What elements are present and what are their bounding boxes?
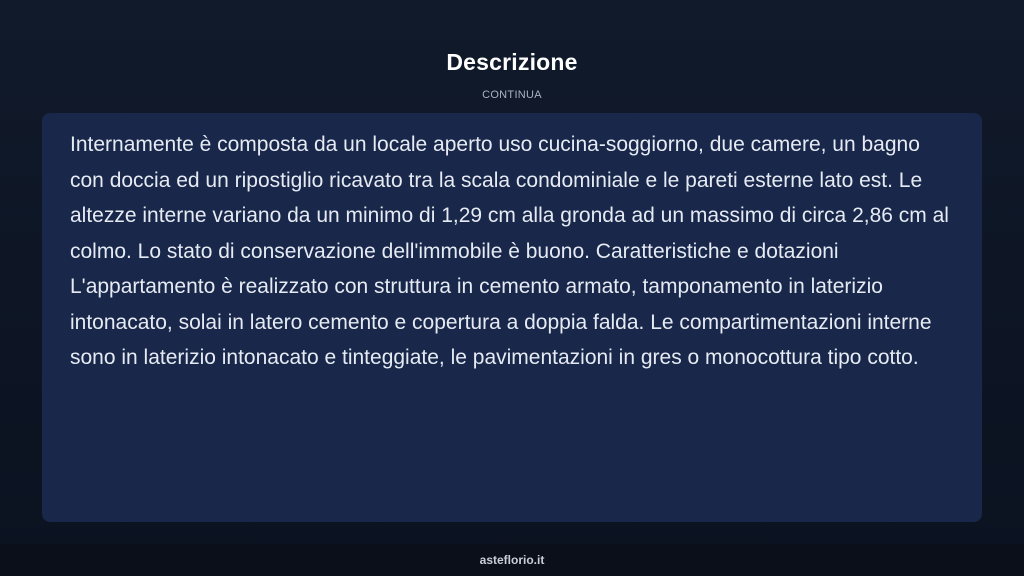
- description-card: [42, 113, 982, 522]
- page-subtitle: CONTINUA: [482, 89, 542, 101]
- footer-bar: [0, 544, 1024, 576]
- description-text: Internamente è composta da un locale aperto uso cucina-soggiorno, due camere, un bagno con doccia ed un ripostiglio ricavato tra la scala condominiale e le pareti esterne lato est. Le altezze interne variano da un minimo di 1,29 cm alla gronda ad un massimo di circa 2,86 cm al colmo. Lo stato di conservazione dell'immobile è buono. Caratteristiche e dotazioni L'appartamento è realizzato con struttura in cemento armato, tamponamento in laterizio intonacato, solai in latero cemento e copertura a doppia falda. Le compartimentazioni interne sono in laterizio intonacato e tinteggiate, le pavimentazioni in gres o monocottura tipo cotto.: [70, 133, 949, 369]
- footer-site-label: asteflorio.it: [479, 553, 545, 567]
- page-title: Descrizione: [446, 49, 578, 75]
